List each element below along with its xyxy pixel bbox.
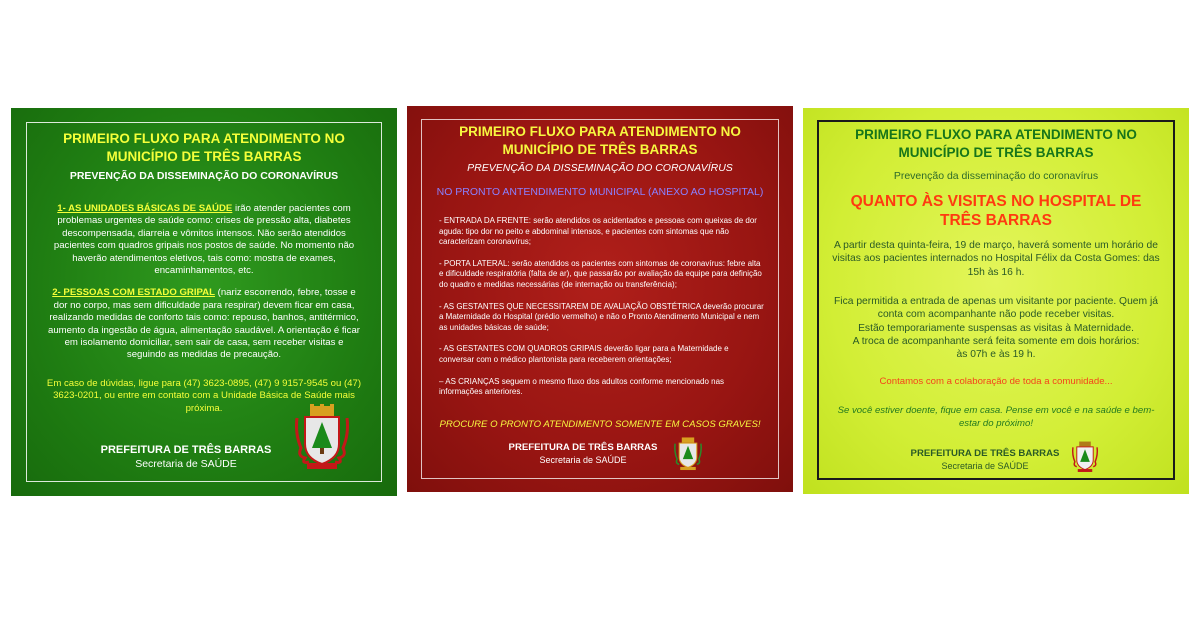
card-title: PRIMEIRO FLUXO PARA ATENDIMENTO NO MUNICÍPIO DE TRÊS BARRAS <box>459 124 741 157</box>
footer-title: PREFEITURA DE TRÊS BARRAS <box>910 448 1060 459</box>
warning-text: PROCURE O PRONTO ATENDIMENTO SOMENTE EM CASOS GRAVES! <box>439 419 761 430</box>
card-title: PRIMEIRO FLUXO PARA ATENDIMENTO NO MUNICÍPIO DE TRÊS BARRAS <box>855 127 1137 160</box>
card-headline: QUANTO ÀS VISITAS NO HOSPITAL DE TRÊS BARRAS <box>850 193 1142 229</box>
list-item: - PORTA LATERAL: serão atendidos os pacientes com sintomas de coronavírus: febre alta e dificuldade respiratória (falta de ar), que passarão por avaliação da equipe para definição do quadro e medidas necessárias (de internação ou transferência); <box>439 258 762 289</box>
coat-of-arms-icon <box>673 436 703 472</box>
closing-text: Se você estiver doente, fique em casa. Pense em você e na saúde e bem-estar do próximo! <box>837 405 1155 429</box>
collaboration-text: Contamos com a colaboração de toda a comunidade... <box>879 376 1113 387</box>
footer-title: PREFEITURA DE TRÊS BARRAS <box>508 442 658 453</box>
footer-title: PREFEITURA DE TRÊS BARRAS <box>100 444 272 456</box>
red-info-card <box>407 106 793 492</box>
list-item: - ENTRADA DA FRENTE: serão atendidos os acidentados e pessoas com queixas de dor aguda: tipo dor no peito e abdominal intensos, e pacientes com sintomas que não caracterizam coronavírus; <box>439 216 757 247</box>
list-item: – AS CRIANÇAS seguem o mesmo fluxo dos adultos conforme mencionado nas informações anteriores. <box>439 376 725 397</box>
item-basic-health-units: 1- AS UNIDADES BÁSICAS DE SAÚDE irão atender pacientes com problemas urgentes de saúde como: crises de pressão alta, diabetes descompensada, diarreia e vômitos intensos. Não serão atendidos pacientes com quadros gripais nos postos de saúde. No momento não haverão atendimentos eletivos, tais como: mostra de exames, encaminhamentos, etc. <box>53 203 355 277</box>
guideline-list <box>439 216 765 409</box>
card-subtitle: PREVENÇÃO DA DISSEMINAÇÃO DO CORONAVÍRUS <box>69 170 339 182</box>
coat-of-arms-icon <box>293 404 351 472</box>
card-title: PRIMEIRO FLUXO PARA ATENDIMENTO NO MUNICÍPIO DE TRÊS BARRAS <box>63 131 345 164</box>
section-heading: NO PRONTO ANTENDIMENTO MUNICIPAL (ANEXO AO HOSPITAL) <box>436 186 764 198</box>
card-body <box>45 203 363 362</box>
footer-subtitle: Secretaria de SAÚDE <box>539 455 627 465</box>
card-subtitle: Prevenção da disseminação do coronavírus <box>893 170 1099 182</box>
list-item: - AS GESTANTES COM QUADROS GRIPAIS deverão ligar para a Maternidade e conversar com o médico plantonista para receberem orientações; <box>439 344 729 364</box>
coat-of-arms-icon <box>1071 440 1099 474</box>
visitor-rules-text: Fica permitida a entrada de apenas um visitante por paciente. Quem já conta com acompanhante não pode receber visitas. Estão temporariamente suspensas as visitas à Maternidade. A troca de acompanhante será feita somente em dois horários: às 07h e às 19 h. <box>834 296 1158 361</box>
item-flu-state: 2- PESSOAS COM ESTADO GRIPAL (nariz escorrendo, febre, tosse e dor no corpo, mas sem dificuldade para respirar) devem ficar em casa, realizando medidas de conforto tais como: repouso, banhos, antitérmico, aumento da ingestão de água, alimentação saudável. A orientação é ficar em isolamento domiciliar, sem sair de casa, sem receber visitas e seguindo as medidas de precaução. <box>47 287 360 361</box>
footer-subtitle: Secretaria de SAÚDE <box>941 461 1029 471</box>
yellow-info-card <box>803 108 1189 494</box>
footer-subtitle: Secretaria de SAÚDE <box>135 458 237 470</box>
list-item: - AS GESTANTES QUE NECESSITAREM DE AVALIAÇÃO OBSTÉTRICA deverão procurar a Maternidade do Hospital (prédio vermelho) e não o Pronto Atendimento Municipal e nem as unidades básicas de saúde; <box>439 301 764 332</box>
visiting-hours-text: A partir desta quinta-feira, 19 de março, haverá somente um horário de visitas aos pacientes internados no Hospital Félix da Costa Gomes: das 15h às 16 h. <box>832 240 1160 278</box>
contact-text: Em caso de dúvidas, ligue para (47) 3623-0895, (47) 9 9157-9545 ou (47) 3623-0201, ou entre em contato com a Unidade Básica de Saúde mais próxima. <box>46 378 362 414</box>
card-subtitle: PREVENÇÃO DA DISSEMINAÇÃO DO CORONAVÍRUS <box>467 162 733 174</box>
green-info-card <box>11 108 397 496</box>
